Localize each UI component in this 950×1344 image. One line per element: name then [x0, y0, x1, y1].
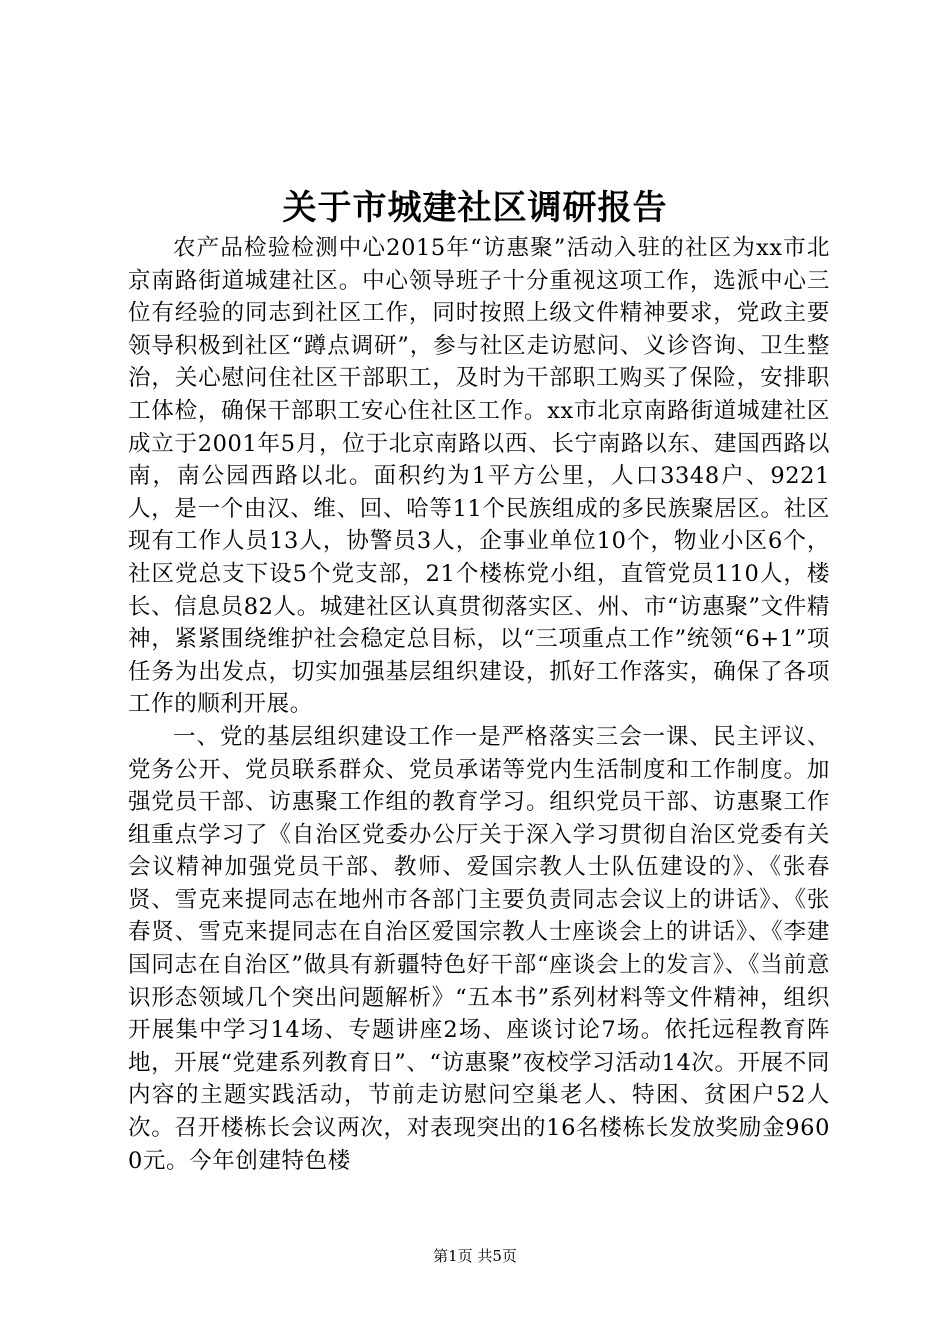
document-title: 关于市城建社区调研报告 — [282, 188, 668, 228]
intro-paragraph: 农产品检验检测中心2015年“访惠聚”活动入驻的社区为xx市北京南路街道城建社区。中心领导班子十分重视这项工作，选派中心三位有经验的同志到社区工作，同时按照上级文件精神要求，党政主要领导积极到社区“蹲点调研”，参与社区走访慰问、义诊咨询、卫生整治，关心慰问住社区干部职工，及时为干部职工购买了保险，安排职工体检，确保干部职工安心住社区工作。xx市北京南路街道城建社区成立于2001年5月，位于北京南路以西、长宁南路以东、建国西路以南，南公园西路以北。面积约为1平方公里，人口3348户、9221人，是一个由汉、维、回、哈等11个民族组成的多民族聚居区。社区现有工作人员13人，协警员3人，企事业单位10个，物业小区6个，社区党总支下设5个党支部，21个楼栋党小组，直管党员110人，楼长、信息员82人。城建社区认真贯彻落实区、州、市“访惠聚”文件精神，紧紧围绕维护社会稳定总目标，以“三项重点工作”统领“6+1”项任务为出发点，切实加强基层组织建设，抓好工作落实，确保了各项工作的顺利开展。 — [128, 235, 830, 718]
document-body — [128, 232, 830, 1177]
page-number-footer: 第1页 共5页 — [433, 1247, 517, 1265]
section-one-paragraph: 一、党的基层组织建设工作一是严格落实三会一课、民主评议、党务公开、党员联系群众、党员承诺等党内生活制度和工作制度。加强党员干部、访惠聚工作组的教育学习。组织党员干部、访惠聚工作组重点学习了《自治区党委办公厅关于深入学习贯彻自治区党委有关会议精神加强党员干部、教师、爱国宗教人士队伍建设的》、《张春贤、雪克来提同志在地州市各部门主要负责同志会议上的讲话》、《张春贤、雪克来提同志在自治区爱国宗教人士座谈会上的讲话》、《李建国同志在自治区”做具有新疆特色好干部“座谈会上的发言》、《当前意识形态领域几个突出问题解析》“五本书”系列材料等文件精神，组织开展集中学习14场、专题讲座2场、座谈讨论7场。依托远程教育阵地，开展“党建系列教育日”、“访惠聚”夜校学习活动14次。开展不同内容的主题实践活动，节前走访慰问空巢老人、特困、贫困户52人次。召开楼栋长会议两次，对表现突出的16名楼栋长发放奖励金9600元。今年创建特色楼 — [128, 723, 830, 1174]
